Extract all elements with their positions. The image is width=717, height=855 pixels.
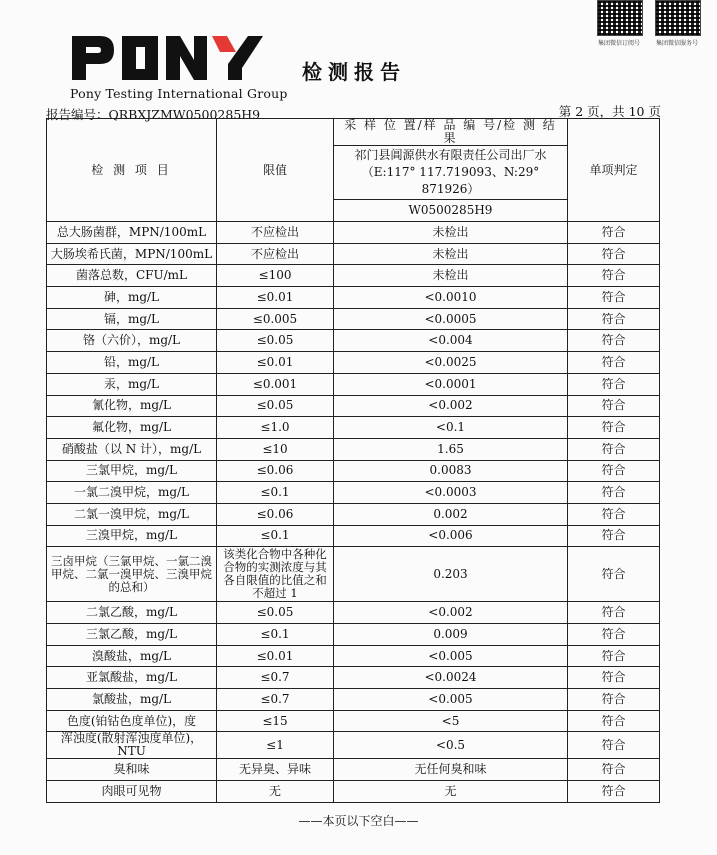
cell-judgement: 符合 [568, 602, 660, 624]
table-row [47, 265, 660, 287]
cell-result: <0.005 [334, 689, 568, 711]
header-item: 检 测 项 目 [47, 119, 217, 222]
cell-item: 氰化物，mg/L [47, 395, 217, 417]
cell-item: 镉，mg/L [47, 308, 217, 330]
cell-judgement: 符合 [568, 265, 660, 287]
header-judgement: 单项判定 [568, 119, 660, 222]
cell-judgement: 符合 [568, 645, 660, 667]
cell-judgement: 符合 [568, 417, 660, 439]
cell-result: <0.002 [334, 395, 568, 417]
cell-item: 菌落总数，CFU/mL [47, 265, 217, 287]
cell-limit: ≤0.06 [217, 503, 334, 525]
cell-result: <0.0010 [334, 287, 568, 309]
cell-item: 总大肠菌群，MPN/100mL [47, 222, 217, 244]
table-row [47, 525, 660, 547]
cell-limit: ≤0.01 [217, 287, 334, 309]
table-row [47, 710, 660, 732]
cell-judgement: 符合 [568, 287, 660, 309]
results-table [46, 118, 660, 803]
cell-item: 溴酸盐，mg/L [47, 645, 217, 667]
table-row [47, 438, 660, 460]
qr-code-subscription [597, 0, 643, 36]
cell-item: 砷，mg/L [47, 287, 217, 309]
cell-item: 大肠埃希氏菌，MPN/100mL [47, 243, 217, 265]
table-row [47, 667, 660, 689]
table-row [47, 503, 660, 525]
cell-limit: ≤0.05 [217, 395, 334, 417]
table-row [47, 547, 660, 602]
cell-item: 色度(铂钴色度单位)，度 [47, 710, 217, 732]
cell-judgement: 符合 [568, 373, 660, 395]
header-result: 采 样 位 置/样 品 编 号/检 测 结 果 [334, 119, 568, 146]
qr-caption-subscription: 集团微信订阅号 [597, 40, 640, 47]
cell-result: <0.0001 [334, 373, 568, 395]
cell-item: 三溴甲烷，mg/L [47, 525, 217, 547]
cell-judgement: 符合 [568, 689, 660, 711]
cell-result: 0.0083 [334, 460, 568, 482]
cell-item: 铬（六价），mg/L [47, 330, 217, 352]
cell-item: 汞，mg/L [47, 373, 217, 395]
cell-limit: 无 [217, 781, 334, 803]
cell-item: 一氯二溴甲烷，mg/L [47, 482, 217, 504]
cell-limit: ≤0.05 [217, 330, 334, 352]
header-location: 祁门县阊源供水有限责任公司出厂水 （E:117° 117.719093、N:29° 871926） [334, 146, 568, 200]
document-title: 检测报告 [302, 60, 406, 84]
cell-item: 氟化物，mg/L [47, 417, 217, 439]
table-row [47, 732, 660, 759]
cell-result: <0.5 [334, 732, 568, 759]
cell-result: 1.65 [334, 438, 568, 460]
cell-item: 三氯甲烷，mg/L [47, 460, 217, 482]
cell-result: 0.002 [334, 503, 568, 525]
table-row [47, 689, 660, 711]
cell-limit: ≤0.1 [217, 482, 334, 504]
cell-judgement: 符合 [568, 667, 660, 689]
cell-judgement: 符合 [568, 352, 660, 374]
cell-item: 肉眼可见物 [47, 781, 217, 803]
company-name: Pony Testing International Group [70, 86, 288, 101]
cell-limit: ≤0.001 [217, 373, 334, 395]
table-row [47, 781, 660, 803]
cell-result: <0.1 [334, 417, 568, 439]
table-row [47, 624, 660, 646]
cell-judgement: 符合 [568, 330, 660, 352]
cell-judgement: 符合 [568, 482, 660, 504]
cell-result: 无 [334, 781, 568, 803]
table-row [47, 243, 660, 265]
table-row [47, 645, 660, 667]
cell-limit: ≤100 [217, 265, 334, 287]
cell-item: 三氯乙酸，mg/L [47, 624, 217, 646]
cell-result: 未检出 [334, 243, 568, 265]
cell-item: 硝酸盐（以 N 计），mg/L [47, 438, 217, 460]
table-row [47, 352, 660, 374]
cell-result: <0.004 [334, 330, 568, 352]
cell-item: 铅，mg/L [47, 352, 217, 374]
cell-judgement: 符合 [568, 308, 660, 330]
cell-limit: ≤0.7 [217, 667, 334, 689]
table-row [47, 308, 660, 330]
cell-item: 臭和味 [47, 759, 217, 781]
table-row [47, 222, 660, 244]
cell-limit: ≤1 [217, 732, 334, 759]
table-row [47, 417, 660, 439]
table-row [47, 395, 660, 417]
cell-result: 未检出 [334, 265, 568, 287]
cell-judgement: 符合 [568, 460, 660, 482]
cell-judgement: 符合 [568, 781, 660, 803]
qr-code-service [655, 0, 701, 36]
cell-result: <0.0005 [334, 308, 568, 330]
table-row [47, 373, 660, 395]
cell-judgement: 符合 [568, 503, 660, 525]
cell-judgement: 符合 [568, 222, 660, 244]
cell-result: <0.0003 [334, 482, 568, 504]
cell-judgement: 符合 [568, 243, 660, 265]
cell-limit: ≤0.01 [217, 645, 334, 667]
cell-judgement: 符合 [568, 732, 660, 759]
table-row [47, 287, 660, 309]
cell-result: <0.005 [334, 645, 568, 667]
cell-item: 亚氯酸盐，mg/L [47, 667, 217, 689]
cell-result: 无任何臭和味 [334, 759, 568, 781]
cell-judgement: 符合 [568, 525, 660, 547]
cell-item: 三卤甲烷（三氯甲烷、一氯二溴甲烷、二氯一溴甲烷、三溴甲烷的总和） [47, 547, 217, 602]
cell-limit: ≤10 [217, 438, 334, 460]
table-row [47, 460, 660, 482]
cell-result: <0.0024 [334, 667, 568, 689]
cell-item: 浑浊度(散射浑浊度单位)，NTU [47, 732, 217, 759]
cell-item: 氯酸盐，mg/L [47, 689, 217, 711]
page-indicator: 第 2 页，共 10 页 [558, 104, 661, 119]
cell-limit: 该类化合物中各种化合物的实测浓度与其各自限值的比值之和不超过 1 [217, 547, 334, 602]
cell-limit: ≤15 [217, 710, 334, 732]
pony-logo [70, 30, 280, 90]
qr-caption-service: 集团微信服务号 [655, 40, 698, 47]
cell-limit: ≤1.0 [217, 417, 334, 439]
cell-result: <0.002 [334, 602, 568, 624]
cell-result: <5 [334, 710, 568, 732]
table-row [47, 602, 660, 624]
table-row [47, 482, 660, 504]
cell-judgement: 符合 [568, 395, 660, 417]
cell-item: 二氯一溴甲烷，mg/L [47, 503, 217, 525]
cell-item: 二氯乙酸，mg/L [47, 602, 217, 624]
report-number: 报告编号：QRBXJZMW0500285H9 [46, 107, 261, 122]
table-row [47, 330, 660, 352]
cell-limit: ≤0.06 [217, 460, 334, 482]
cell-result: <0.0025 [334, 352, 568, 374]
cell-limit: 不应检出 [217, 222, 334, 244]
cell-limit: ≤0.05 [217, 602, 334, 624]
cell-limit: ≤0.01 [217, 352, 334, 374]
cell-judgement: 符合 [568, 438, 660, 460]
cell-judgement: 符合 [568, 759, 660, 781]
cell-judgement: 符合 [568, 710, 660, 732]
cell-limit: ≤0.1 [217, 624, 334, 646]
cell-result: 未检出 [334, 222, 568, 244]
header-limit: 限值 [217, 119, 334, 222]
cell-result: 0.009 [334, 624, 568, 646]
blank-page-note: ——本页以下空白—— [298, 814, 419, 828]
cell-judgement: 符合 [568, 547, 660, 602]
table-row [47, 759, 660, 781]
cell-limit: ≤0.005 [217, 308, 334, 330]
cell-judgement: 符合 [568, 624, 660, 646]
cell-limit: 无异臭、异味 [217, 759, 334, 781]
cell-limit: ≤0.1 [217, 525, 334, 547]
cell-limit: ≤0.7 [217, 689, 334, 711]
cell-result: <0.006 [334, 525, 568, 547]
cell-limit: 不应检出 [217, 243, 334, 265]
cell-result: 0.203 [334, 547, 568, 602]
header-sample-number: W0500285H9 [334, 200, 568, 222]
